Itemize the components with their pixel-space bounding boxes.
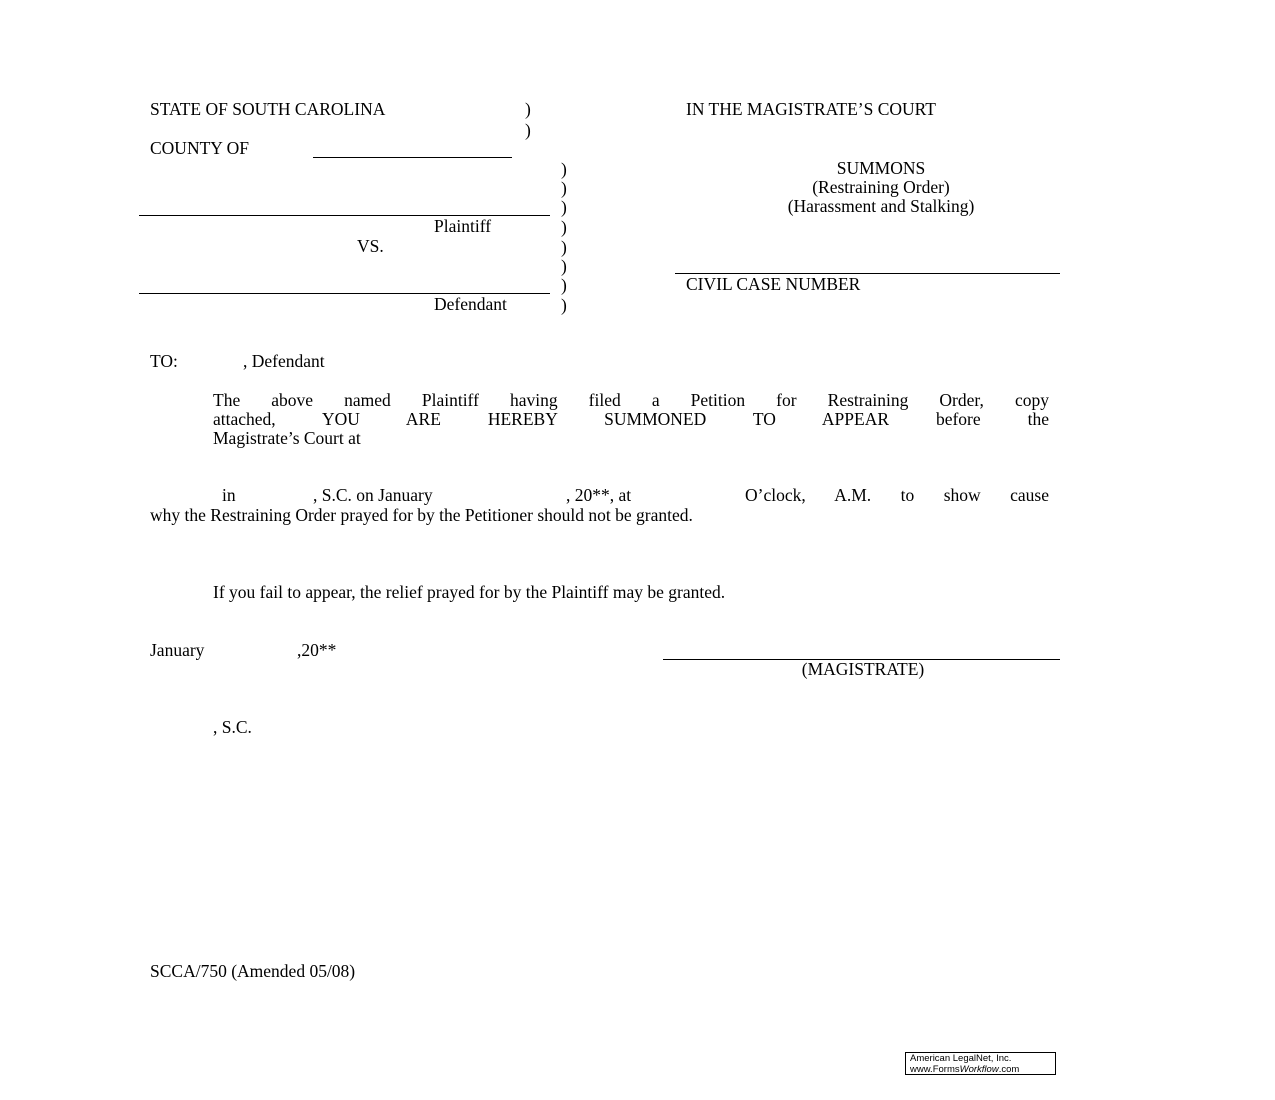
to-label: TO: (150, 351, 178, 371)
case-number-label: CIVIL CASE NUMBER (686, 274, 861, 294)
badge-line1: American LegalNet, Inc. (910, 1053, 1012, 1064)
para2-oclock: O’clock, A.M. to show cause (745, 485, 1049, 505)
plaintiff-label: Plaintiff (434, 216, 492, 236)
para1-line2: attached, YOU ARE HEREBY SUMMONED TO APPEAR before the (213, 409, 1049, 429)
caption-paren: ) (561, 256, 567, 276)
date-month: January (150, 640, 205, 660)
summons-subtitle-harassment: (Harassment and Stalking) (787, 196, 975, 216)
para1-line1: The above named Plaintiff having filed a Petition for Restraining Order, copy (213, 390, 1049, 410)
para1-line3: Magistrate’s Court at (213, 428, 361, 448)
date-year: ,20** (297, 640, 337, 660)
caption-paren: ) (561, 197, 567, 217)
state-heading: STATE OF SOUTH CAROLINA (150, 99, 386, 119)
summons-subtitle-restraining: (Restraining Order) (812, 177, 950, 197)
defendant-label: Defendant (434, 294, 507, 314)
caption-paren: ) (561, 295, 567, 315)
caption-paren: ) (525, 99, 531, 119)
formsworkflow-badge (905, 1052, 1056, 1075)
caption-paren: ) (525, 120, 531, 140)
summons-title: SUMMONS (836, 158, 926, 178)
magistrate-label: (MAGISTRATE) (801, 659, 925, 679)
to-defendant: , Defendant (243, 351, 325, 371)
para2-line2: why the Restraining Order prayed for by the Petitioner should not be granted. (150, 505, 693, 525)
para2-in: in (222, 485, 236, 505)
location-sc: , S.C. (213, 717, 252, 737)
vs-label: VS. (357, 236, 384, 256)
para2-sc-on: , S.C. on January (313, 485, 433, 505)
caption-paren: ) (561, 159, 567, 179)
badge-line2: www.FormsWorkflow.com (910, 1063, 1020, 1075)
caption-paren: ) (561, 275, 567, 295)
caption-paren: ) (561, 178, 567, 198)
caption-paren: ) (561, 237, 567, 257)
para2-year-at: , 20**, at (566, 485, 632, 505)
form-id: SCCA/750 (Amended 05/08) (150, 961, 356, 981)
county-label: COUNTY OF (150, 138, 250, 158)
para3: If you fail to appear, the relief prayed for by the Plaintiff may be granted. (213, 582, 726, 602)
court-heading: IN THE MAGISTRATE’S COURT (686, 99, 936, 119)
caption-paren: ) (561, 217, 567, 237)
county-blank-line (313, 157, 512, 158)
